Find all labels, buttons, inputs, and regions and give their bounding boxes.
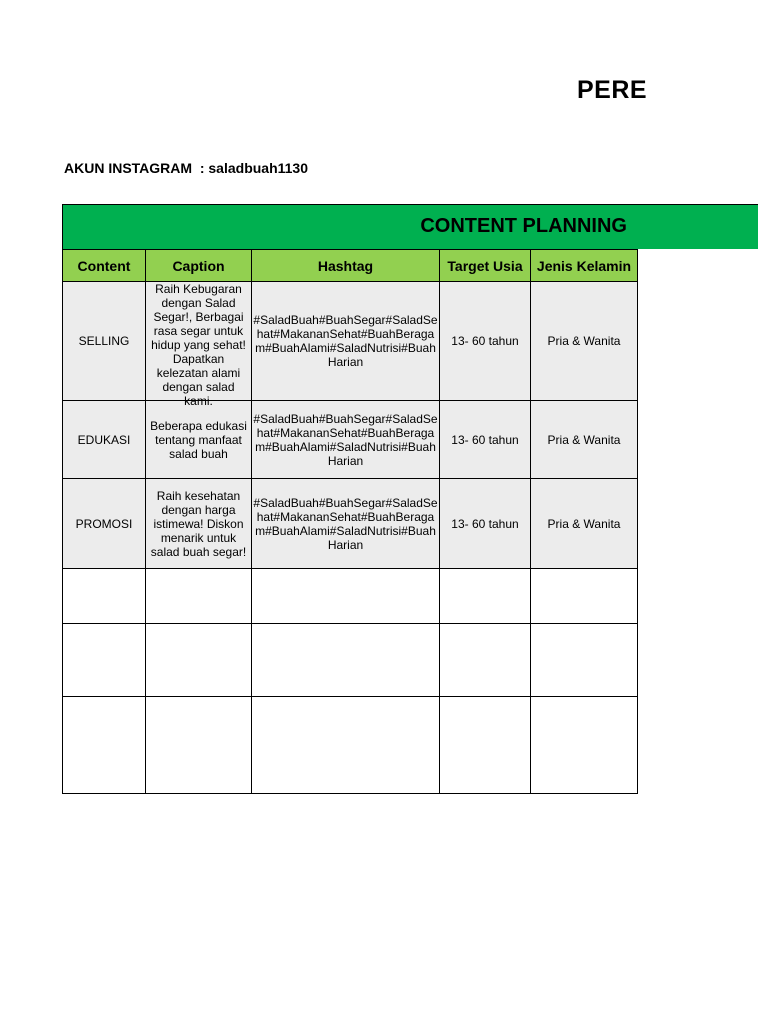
page-title: PERE xyxy=(577,76,648,104)
content-cell[interactable]: SELLING xyxy=(63,282,146,401)
content-cell[interactable]: EDUKASI xyxy=(63,401,146,479)
column-header-jenis-kelamin: Jenis Kelamin xyxy=(531,250,638,282)
jenis-kelamin-cell[interactable]: Pria & Wanita xyxy=(531,401,638,479)
hashtag-cell[interactable]: #SaladBuah#BuahSegar#SaladSehat#MakananSehat#BuahBeragam#BuahAlami#SaladNutrisi#BuahHarian xyxy=(252,401,440,479)
empty-cell[interactable] xyxy=(531,624,638,697)
table-row xyxy=(63,401,638,479)
content-cell[interactable]: PROMOSI xyxy=(63,479,146,569)
empty-cell[interactable] xyxy=(146,569,252,624)
caption-cell[interactable] xyxy=(146,282,252,408)
content-planning-table xyxy=(62,249,638,794)
empty-cell[interactable] xyxy=(531,569,638,624)
column-header-hashtag: Hashtag xyxy=(252,250,440,282)
hashtag-cell[interactable]: #SaladBuah#BuahSegar#SaladSehat#MakananSehat#BuahBeragam#BuahAlami#SaladNutrisi#BuahHarian xyxy=(252,479,440,569)
empty-cell[interactable] xyxy=(63,624,146,697)
empty-cell[interactable] xyxy=(440,624,531,697)
caption-cell[interactable]: Raih kesehatan dengan harga istimewa! Diskon menarik untuk salad buah segar! xyxy=(146,479,252,569)
table-row xyxy=(63,479,638,569)
caption-text: Raih Kebugaran dengan Salad Segar!, Berbagai rasa segar untuk hidup yang sehat! Dapatkan kelezatan alami dengan salad kami. xyxy=(151,282,246,408)
empty-cell[interactable] xyxy=(440,569,531,624)
caption-cell[interactable]: Beberapa edukasi tentang manfaat salad buah xyxy=(146,401,252,479)
empty-cell[interactable] xyxy=(252,697,440,794)
empty-row xyxy=(63,697,638,794)
column-header-target-usia: Target Usia xyxy=(440,250,531,282)
column-header-content: Content xyxy=(63,250,146,282)
column-header-caption: Caption xyxy=(146,250,252,282)
empty-cell[interactable] xyxy=(63,697,146,794)
jenis-kelamin-cell[interactable]: Pria & Wanita xyxy=(531,282,638,401)
empty-cell[interactable] xyxy=(63,569,146,624)
instagram-account-line: AKUN INSTAGRAM : saladbuah1130 xyxy=(64,160,309,176)
empty-cell[interactable] xyxy=(146,697,252,794)
banner-title: CONTENT PLANNING xyxy=(420,215,627,237)
empty-cell[interactable] xyxy=(440,697,531,794)
header-row xyxy=(63,250,638,282)
hashtag-cell[interactable]: #SaladBuah#BuahSegar#SaladSehat#MakananSehat#BuahBeragam#BuahAlami#SaladNutrisi#BuahHarian xyxy=(252,282,440,401)
table-row xyxy=(63,282,638,401)
empty-row xyxy=(63,569,638,624)
jenis-kelamin-cell[interactable]: Pria & Wanita xyxy=(531,479,638,569)
target-usia-cell[interactable]: 13- 60 tahun xyxy=(440,282,531,401)
empty-cell[interactable] xyxy=(252,569,440,624)
target-usia-cell[interactable]: 13- 60 tahun xyxy=(440,401,531,479)
empty-cell[interactable] xyxy=(252,624,440,697)
empty-row xyxy=(63,624,638,697)
empty-cell[interactable] xyxy=(146,624,252,697)
target-usia-cell[interactable]: 13- 60 tahun xyxy=(440,479,531,569)
empty-cell[interactable] xyxy=(531,697,638,794)
